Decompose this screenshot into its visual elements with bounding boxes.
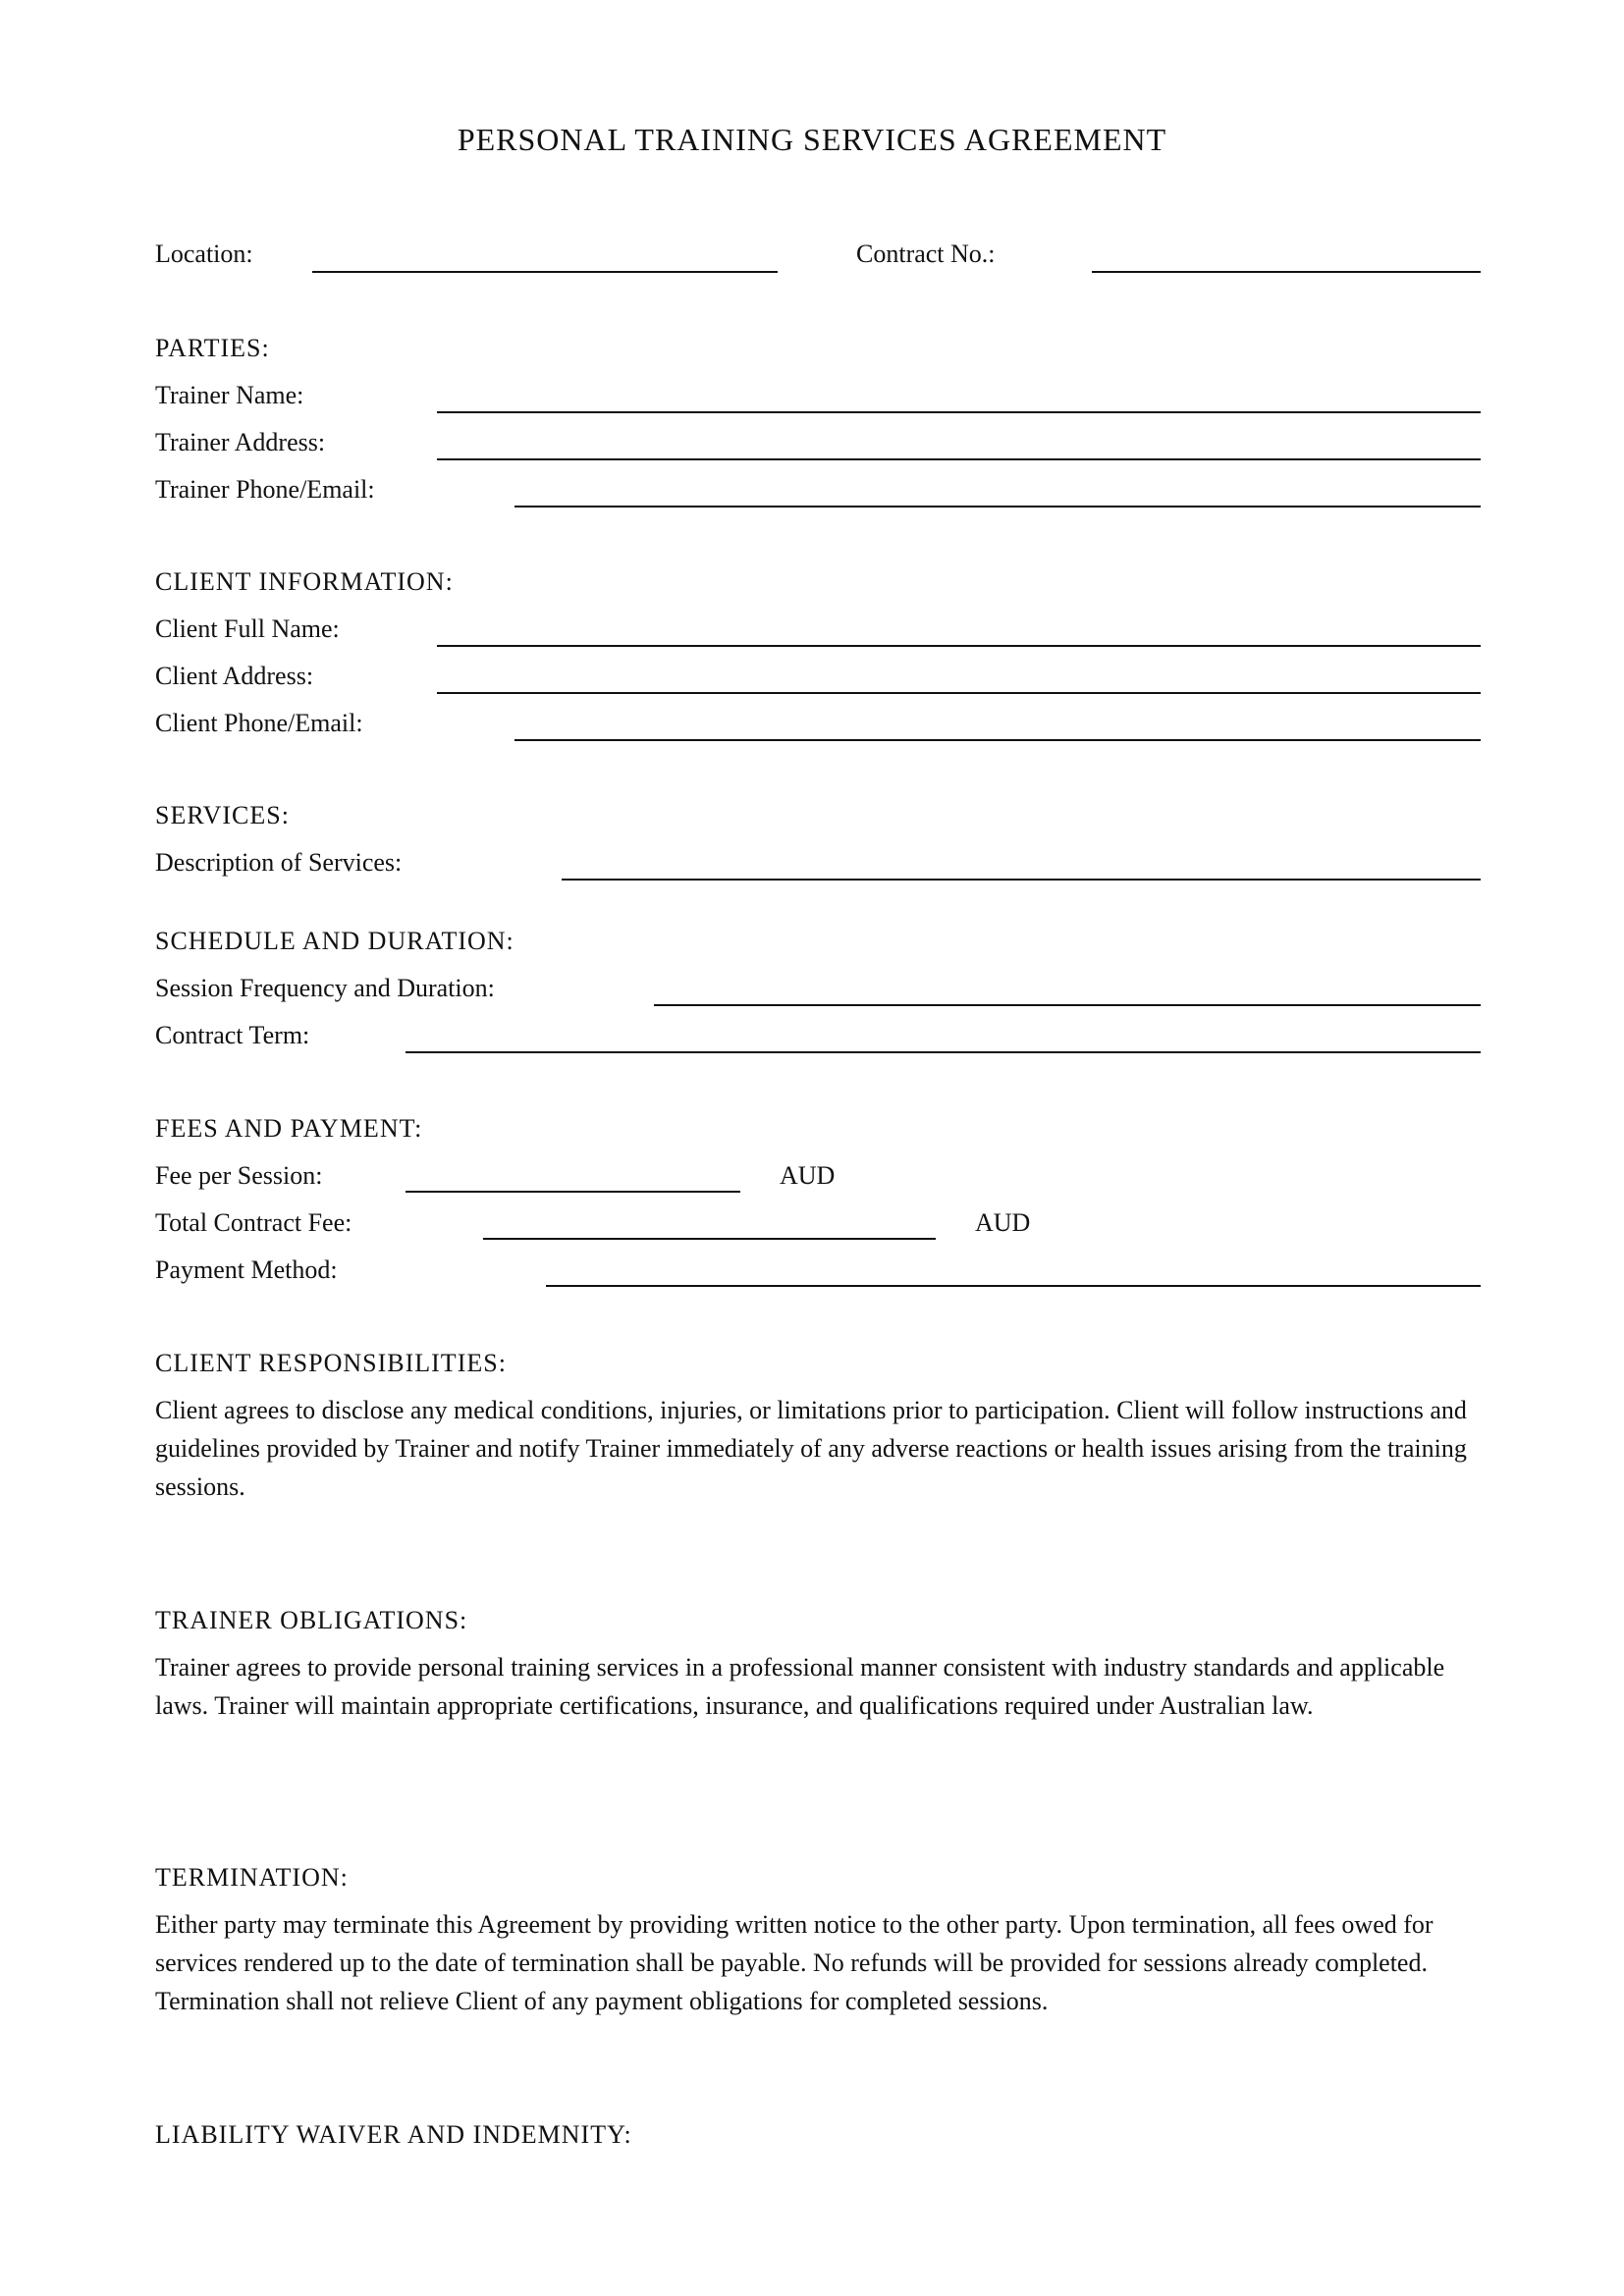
location-label: Location:	[155, 240, 253, 268]
session-frequency-label: Session Frequency and Duration:	[155, 974, 495, 1002]
fee-per-session-label: Fee per Session:	[155, 1161, 323, 1190]
services-description-field[interactable]	[562, 879, 1481, 881]
trainer-obligations-heading: TRAINER OBLIGATIONS:	[155, 1606, 468, 1634]
termination-text: Either party may terminate this Agreement by providing written notice to the other party. Upon termination, all fees owed for services rendered up to the date of termination shall be payable. No refunds will be provided for sessions already completed. Termination shall not relieve Client of any payment obligations for completed sessions.	[155, 1910, 1434, 2015]
total-fee-field[interactable]	[483, 1238, 936, 1240]
client-name-field[interactable]	[437, 645, 1481, 647]
trainer-obligations-text: Trainer agrees to provide personal training services in a professional manner consistent with industry standards and applicable laws. Trainer will maintain appropriate certifications, insurance, and qualifications required under Australian law.	[155, 1653, 1445, 1720]
trainer-name-field[interactable]	[437, 411, 1481, 413]
trainer-address-field[interactable]	[437, 458, 1481, 460]
fees-heading: FEES AND PAYMENT:	[155, 1114, 423, 1143]
client-name-label: Client Full Name:	[155, 614, 340, 643]
location-field[interactable]	[312, 271, 778, 273]
services-description-label: Description of Services:	[155, 848, 403, 877]
schedule-heading: SCHEDULE AND DURATION:	[155, 927, 514, 955]
client-info-heading: CLIENT INFORMATION:	[155, 567, 454, 596]
payment-method-label: Payment Method:	[155, 1255, 338, 1284]
total-fee-currency: AUD	[975, 1208, 1031, 1237]
trainer-contact-field[interactable]	[514, 506, 1481, 507]
fee-per-session-currency: AUD	[780, 1161, 836, 1190]
fee-per-session-field[interactable]	[406, 1191, 740, 1193]
document-title: PERSONAL TRAINING SERVICES AGREEMENT	[457, 122, 1167, 157]
payment-method-field[interactable]	[546, 1285, 1481, 1287]
contract-no-field[interactable]	[1092, 271, 1481, 273]
total-fee-label: Total Contract Fee:	[155, 1208, 352, 1237]
contract-no-label: Contract No.:	[856, 240, 996, 268]
contract-term-field[interactable]	[406, 1051, 1481, 1053]
client-contact-label: Client Phone/Email:	[155, 709, 363, 737]
services-heading: SERVICES:	[155, 801, 290, 829]
trainer-contact-label: Trainer Phone/Email:	[155, 475, 375, 504]
liability-heading: LIABILITY WAIVER AND INDEMNITY:	[155, 2120, 632, 2149]
termination-heading: TERMINATION:	[155, 1863, 349, 1892]
session-frequency-field[interactable]	[654, 1004, 1481, 1006]
client-contact-field[interactable]	[514, 739, 1481, 741]
contract-term-label: Contract Term:	[155, 1021, 310, 1049]
client-responsibilities-text: Client agrees to disclose any medical conditions, injuries, or limitations prior to participation. Client will follow instructions and guidelines provided by Trainer and notify Trainer immediately of any adverse reactions or health issues arising from the training sessions.	[155, 1396, 1467, 1501]
trainer-address-label: Trainer Address:	[155, 428, 326, 456]
client-address-field[interactable]	[437, 692, 1481, 694]
parties-heading: PARTIES:	[155, 334, 270, 362]
client-responsibilities-heading: CLIENT RESPONSIBILITIES:	[155, 1349, 507, 1377]
trainer-name-label: Trainer Name:	[155, 381, 304, 409]
client-address-label: Client Address:	[155, 662, 314, 690]
